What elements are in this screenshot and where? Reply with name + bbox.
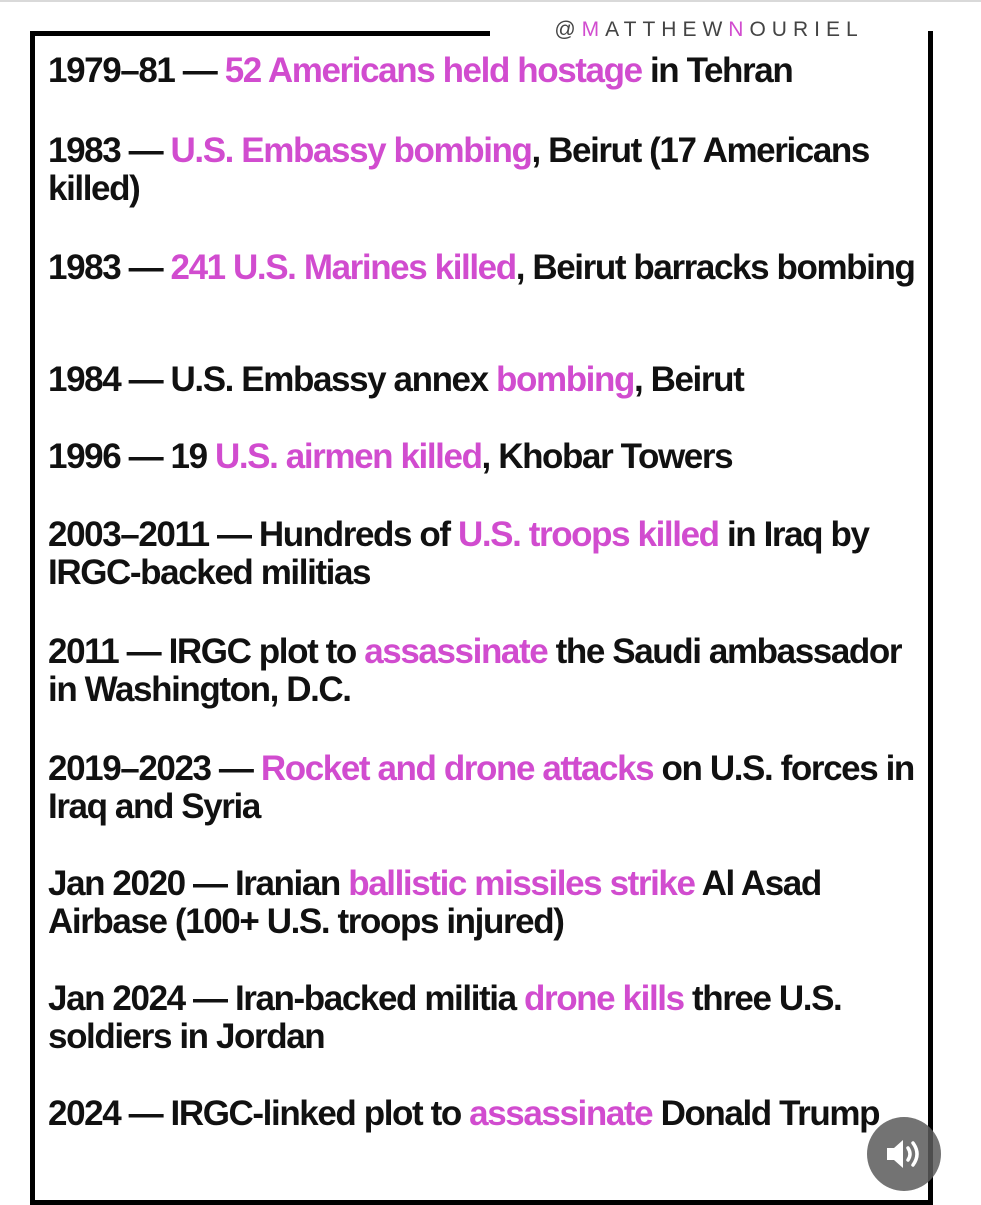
entry-highlight: U.S. airmen killed	[214, 437, 482, 476]
entry-text: 2024 — IRGC-linked plot to	[48, 1094, 470, 1133]
handle-n: N	[728, 18, 750, 41]
entry-text: in Iraq by IRGC-backed militias	[48, 515, 869, 592]
entry-text: on U.S. forces in Iraq and Syria	[48, 749, 914, 826]
speaker-icon	[884, 1137, 924, 1171]
entry-text: Al Asad Airbase (100+ U.S. troops injured)	[48, 864, 821, 941]
entry-text: 2011 — IRGC plot to	[48, 632, 365, 671]
entry-text: Donald Trump	[652, 1094, 880, 1133]
entry-highlight: U.S. troops killed	[457, 515, 719, 554]
audio-toggle-button[interactable]	[867, 1117, 941, 1191]
entry-text: 1984 — U.S. Embassy annex	[48, 360, 497, 399]
entry-highlight: assassinate	[469, 1094, 653, 1133]
author-handle	[490, 16, 928, 44]
entry-text: , Beirut barracks bombing	[515, 248, 915, 287]
handle-atthew: ATTHEW	[605, 18, 729, 41]
entry-highlight: U.S. Embassy bombing	[170, 131, 532, 170]
timeline-entry	[48, 52, 918, 90]
timeline-entry	[48, 361, 918, 399]
entry-text: , Khobar Towers	[481, 437, 733, 476]
timeline-entry	[48, 249, 918, 287]
entry-text: 1983 —	[48, 248, 171, 287]
entry-text: 2003–2011 — Hundreds of	[48, 515, 458, 554]
timeline-entry	[48, 750, 918, 826]
timeline-entry	[48, 633, 918, 709]
timeline-entry	[48, 516, 918, 592]
entry-text: Jan 2020 — Iranian	[48, 864, 349, 903]
top-divider	[0, 0, 981, 2]
entry-highlight: ballistic missiles strike	[348, 864, 695, 903]
entry-highlight: drone kills	[524, 979, 684, 1018]
timeline-entry	[48, 865, 918, 941]
timeline-entry	[48, 980, 918, 1056]
entry-highlight: 241 U.S. Marines killed	[170, 248, 516, 287]
entry-text: 2019–2023 —	[48, 749, 261, 788]
entry-text: , Beirut	[633, 360, 744, 399]
timeline-entry	[48, 1095, 918, 1133]
handle-ouriel: OURIEL	[749, 18, 864, 41]
entry-highlight: 52 Americans held hostage	[224, 51, 642, 90]
entry-highlight: Rocket and drone attacks	[260, 749, 654, 788]
timeline-entry	[48, 438, 918, 476]
entry-text: three U.S. soldiers in Jordan	[48, 979, 842, 1056]
timeline-entry	[48, 132, 918, 208]
entry-highlight: assassinate	[364, 632, 548, 671]
entry-text: 1979–81 —	[48, 51, 225, 90]
handle-m: M	[581, 18, 606, 41]
entry-text: , Beirut (17 Americans killed)	[48, 131, 869, 208]
entry-highlight: bombing	[496, 360, 634, 399]
entry-text: 1983 —	[48, 131, 171, 170]
handle-at: @	[554, 18, 582, 41]
entry-text: the Saudi ambassador in Washington, D.C.	[48, 632, 902, 709]
entry-text: Jan 2024 — Iran-backed militia	[48, 979, 524, 1018]
entry-text: 1996 — 19	[48, 437, 215, 476]
entry-text: in Tehran	[641, 51, 793, 90]
